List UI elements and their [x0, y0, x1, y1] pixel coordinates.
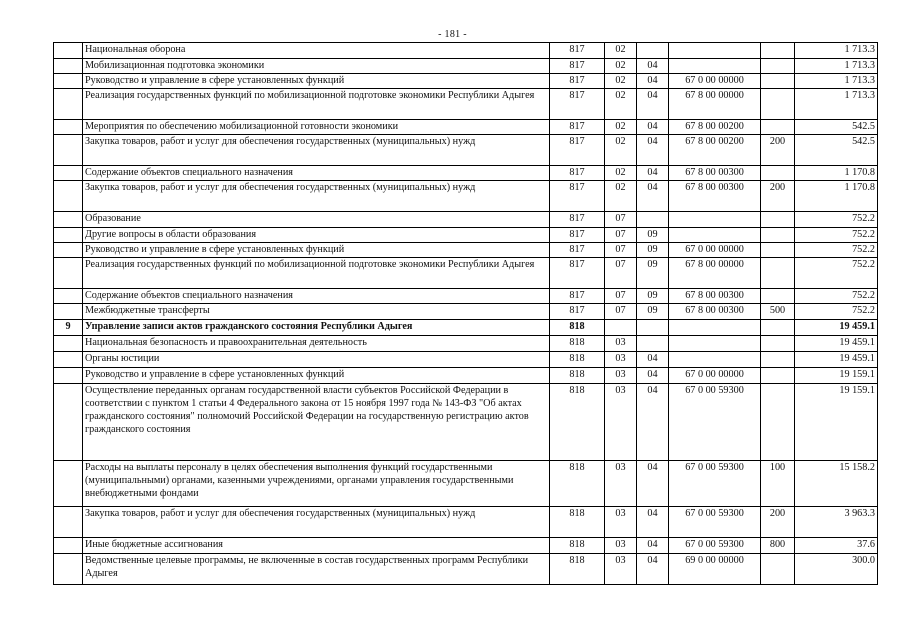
item-name-cell: Руководство и управление в сфере установленных функций: [83, 74, 550, 89]
row-number-cell: [54, 304, 83, 320]
department-code-cell: 817: [550, 166, 605, 181]
section-code-cell: 03: [605, 507, 637, 538]
department-code-cell: 818: [550, 336, 605, 352]
row-number-cell: [54, 74, 83, 89]
expense-type-code-cell: [761, 74, 795, 89]
row-number-cell: [54, 135, 83, 166]
expense-type-code-cell: [761, 212, 795, 228]
section-code-cell: 07: [605, 228, 637, 243]
amount-cell: 1 713.3: [795, 43, 878, 59]
amount-cell: 752.2: [795, 258, 878, 289]
row-number-cell: [54, 181, 83, 212]
section-code-cell: 02: [605, 74, 637, 89]
item-name-cell: Иные бюджетные ассигнования: [83, 538, 550, 554]
department-code-cell: 818: [550, 368, 605, 384]
target-article-code-cell: [669, 212, 761, 228]
item-name-cell: Реализация государственных функций по мобилизационной подготовке экономики Республики Адыгея: [83, 89, 550, 120]
expense-type-code-cell: [761, 43, 795, 59]
row-number-cell: [54, 43, 83, 59]
table-row: [54, 181, 878, 212]
expense-type-code-cell: [761, 59, 795, 74]
expense-type-code-cell: [761, 352, 795, 368]
table-row: [54, 554, 878, 585]
amount-cell: 752.2: [795, 212, 878, 228]
target-article-code-cell: 67 8 00 00200: [669, 120, 761, 135]
section-code-cell: 02: [605, 166, 637, 181]
table-row: [54, 289, 878, 304]
row-number-cell: [54, 59, 83, 74]
section-code-cell: 07: [605, 258, 637, 289]
department-code-cell: 818: [550, 554, 605, 585]
table-row: [54, 320, 878, 336]
amount-cell: 19 159.1: [795, 368, 878, 384]
subsection-code-cell: 04: [637, 135, 669, 166]
target-article-code-cell: 67 8 00 00300: [669, 289, 761, 304]
amount-cell: 19 459.1: [795, 352, 878, 368]
row-number-cell: [54, 228, 83, 243]
subsection-code-cell: [637, 320, 669, 336]
amount-cell: 542.5: [795, 120, 878, 135]
section-code-cell: 03: [605, 554, 637, 585]
row-number-cell: [54, 120, 83, 135]
table-row: [54, 461, 878, 507]
section-code-cell: 03: [605, 368, 637, 384]
table-row: [54, 538, 878, 554]
target-article-code-cell: 67 0 00 00000: [669, 368, 761, 384]
subsection-code-cell: 09: [637, 243, 669, 258]
section-code-cell: 02: [605, 120, 637, 135]
department-code-cell: 817: [550, 59, 605, 74]
expense-type-code-cell: [761, 243, 795, 258]
row-number-cell: 9: [54, 320, 83, 336]
row-number-cell: [54, 289, 83, 304]
target-article-code-cell: [669, 59, 761, 74]
row-number-cell: [54, 243, 83, 258]
subsection-code-cell: 04: [637, 461, 669, 507]
department-code-cell: 818: [550, 461, 605, 507]
section-code-cell: 02: [605, 181, 637, 212]
amount-cell: 19 159.1: [795, 384, 878, 461]
target-article-code-cell: 67 0 00 00000: [669, 243, 761, 258]
table-row: [54, 212, 878, 228]
table-row: [54, 166, 878, 181]
section-code-cell: 07: [605, 243, 637, 258]
target-article-code-cell: 67 0 00 59300: [669, 461, 761, 507]
expense-type-code-cell: 100: [761, 461, 795, 507]
target-article-code-cell: 69 0 00 00000: [669, 554, 761, 585]
row-number-cell: [54, 368, 83, 384]
table-row: [54, 336, 878, 352]
target-article-code-cell: 67 0 00 00000: [669, 74, 761, 89]
target-article-code-cell: 67 8 00 00300: [669, 304, 761, 320]
item-name-cell: Расходы на выплаты персоналу в целях обеспечения выполнения функций государственными (муниципальными) органами, казенными учреждениями, органами управления государственными внебюджетными фондами: [83, 461, 550, 507]
table-row: [54, 258, 878, 289]
item-name-cell: Осуществление переданных органам государственной власти субъектов Российской Федерации в соответствии с пунктом 1 статьи 4 Федерального закона от 15 ноября 1997 года № 143-ФЗ "Об актах гражданского состояния" полномочий Российской Федерации на государственную регистрацию актов гражданского состояния: [83, 384, 550, 461]
amount-cell: 1 713.3: [795, 74, 878, 89]
item-name-cell: Закупка товаров, работ и услуг для обеспечения государственных (муниципальных) нужд: [83, 181, 550, 212]
section-code-cell: 07: [605, 304, 637, 320]
department-code-cell: 817: [550, 258, 605, 289]
subsection-code-cell: 04: [637, 74, 669, 89]
item-name-cell: Межбюджетные трансферты: [83, 304, 550, 320]
section-code-cell: 03: [605, 336, 637, 352]
page-number: - 181 -: [438, 29, 467, 40]
expense-type-code-cell: [761, 258, 795, 289]
item-name-cell: Руководство и управление в сфере установленных функций: [83, 243, 550, 258]
item-name-cell: Закупка товаров, работ и услуг для обеспечения государственных (муниципальных) нужд: [83, 507, 550, 538]
department-code-cell: 818: [550, 352, 605, 368]
amount-cell: 752.2: [795, 228, 878, 243]
amount-cell: 752.2: [795, 304, 878, 320]
row-number-cell: [54, 554, 83, 585]
expense-type-code-cell: 800: [761, 538, 795, 554]
subsection-code-cell: 09: [637, 289, 669, 304]
section-code-cell: 03: [605, 461, 637, 507]
amount-cell: 19 459.1: [795, 320, 878, 336]
expense-type-code-cell: [761, 554, 795, 585]
subsection-code-cell: [637, 43, 669, 59]
target-article-code-cell: 67 0 00 59300: [669, 538, 761, 554]
amount-cell: 19 459.1: [795, 336, 878, 352]
amount-cell: 1 713.3: [795, 59, 878, 74]
section-code-cell: 02: [605, 43, 637, 59]
subsection-code-cell: 04: [637, 507, 669, 538]
amount-cell: 752.2: [795, 289, 878, 304]
expense-type-code-cell: 200: [761, 181, 795, 212]
amount-cell: 1 170.8: [795, 181, 878, 212]
table-row: [54, 384, 878, 461]
table-body: [54, 43, 878, 585]
row-number-cell: [54, 538, 83, 554]
subsection-code-cell: 09: [637, 228, 669, 243]
target-article-code-cell: 67 8 00 00000: [669, 89, 761, 120]
subsection-code-cell: 04: [637, 352, 669, 368]
section-code-cell: [605, 320, 637, 336]
subsection-code-cell: 04: [637, 120, 669, 135]
row-number-cell: [54, 507, 83, 538]
department-code-cell: 817: [550, 304, 605, 320]
expense-type-code-cell: [761, 289, 795, 304]
target-article-code-cell: [669, 228, 761, 243]
table-row: [54, 368, 878, 384]
section-code-cell: 02: [605, 135, 637, 166]
item-name-cell: Мероприятия по обеспечению мобилизационной готовности экономики: [83, 120, 550, 135]
amount-cell: 3 963.3: [795, 507, 878, 538]
subsection-code-cell: 04: [637, 368, 669, 384]
subsection-code-cell: 04: [637, 181, 669, 212]
row-number-cell: [54, 166, 83, 181]
expense-type-code-cell: 200: [761, 135, 795, 166]
subsection-code-cell: 04: [637, 384, 669, 461]
department-code-cell: 818: [550, 538, 605, 554]
row-number-cell: [54, 212, 83, 228]
expense-type-code-cell: [761, 228, 795, 243]
department-code-cell: 817: [550, 228, 605, 243]
department-code-cell: 818: [550, 384, 605, 461]
row-number-cell: [54, 89, 83, 120]
table-row: [54, 304, 878, 320]
amount-cell: 300.0: [795, 554, 878, 585]
expense-type-code-cell: [761, 166, 795, 181]
amount-cell: 542.5: [795, 135, 878, 166]
item-name-cell: Управление записи актов гражданского состояния Республики Адыгея: [83, 320, 550, 336]
row-number-cell: [54, 352, 83, 368]
expense-type-code-cell: [761, 368, 795, 384]
table-row: [54, 120, 878, 135]
section-code-cell: 07: [605, 289, 637, 304]
amount-cell: 15 158.2: [795, 461, 878, 507]
table-row: [54, 507, 878, 538]
item-name-cell: Другие вопросы в области образования: [83, 228, 550, 243]
subsection-code-cell: 09: [637, 304, 669, 320]
row-number-cell: [54, 384, 83, 461]
department-code-cell: 818: [550, 320, 605, 336]
department-code-cell: 817: [550, 74, 605, 89]
subsection-code-cell: 04: [637, 554, 669, 585]
expense-type-code-cell: 500: [761, 304, 795, 320]
item-name-cell: Содержание объектов специального назначения: [83, 166, 550, 181]
subsection-code-cell: [637, 336, 669, 352]
item-name-cell: Национальная безопасность и правоохранительная деятельность: [83, 336, 550, 352]
department-code-cell: 817: [550, 89, 605, 120]
row-number-cell: [54, 258, 83, 289]
amount-cell: 1 713.3: [795, 89, 878, 120]
item-name-cell: Органы юстиции: [83, 352, 550, 368]
target-article-code-cell: [669, 43, 761, 59]
department-code-cell: 818: [550, 507, 605, 538]
subsection-code-cell: 09: [637, 258, 669, 289]
section-code-cell: 03: [605, 384, 637, 461]
item-name-cell: Ведомственные целевые программы, не включенные в состав государственных программ Республики Адыгея: [83, 554, 550, 585]
subsection-code-cell: 04: [637, 89, 669, 120]
item-name-cell: Национальная оборона: [83, 43, 550, 59]
expense-type-code-cell: [761, 120, 795, 135]
subsection-code-cell: [637, 212, 669, 228]
row-number-cell: [54, 461, 83, 507]
item-name-cell: Руководство и управление в сфере установленных функций: [83, 368, 550, 384]
target-article-code-cell: 67 8 00 00300: [669, 166, 761, 181]
item-name-cell: Содержание объектов специального назначения: [83, 289, 550, 304]
target-article-code-cell: [669, 336, 761, 352]
target-article-code-cell: 67 0 00 59300: [669, 507, 761, 538]
section-code-cell: 02: [605, 89, 637, 120]
budget-table: [53, 42, 878, 585]
expense-type-code-cell: [761, 384, 795, 461]
department-code-cell: 817: [550, 120, 605, 135]
table-row: [54, 352, 878, 368]
amount-cell: 37.6: [795, 538, 878, 554]
expense-type-code-cell: [761, 89, 795, 120]
section-code-cell: 02: [605, 59, 637, 74]
item-name-cell: Образование: [83, 212, 550, 228]
amount-cell: 752.2: [795, 243, 878, 258]
table-row: [54, 243, 878, 258]
target-article-code-cell: 67 0 00 59300: [669, 384, 761, 461]
target-article-code-cell: 67 8 00 00200: [669, 135, 761, 166]
department-code-cell: 817: [550, 135, 605, 166]
expense-type-code-cell: 200: [761, 507, 795, 538]
subsection-code-cell: 04: [637, 538, 669, 554]
table-row: [54, 43, 878, 59]
department-code-cell: 817: [550, 212, 605, 228]
amount-cell: 1 170.8: [795, 166, 878, 181]
item-name-cell: Закупка товаров, работ и услуг для обеспечения государственных (муниципальных) нужд: [83, 135, 550, 166]
target-article-code-cell: [669, 320, 761, 336]
department-code-cell: 817: [550, 181, 605, 212]
table-row: [54, 228, 878, 243]
target-article-code-cell: [669, 352, 761, 368]
subsection-code-cell: 04: [637, 59, 669, 74]
target-article-code-cell: 67 8 00 00000: [669, 258, 761, 289]
department-code-cell: 817: [550, 289, 605, 304]
table-row: [54, 135, 878, 166]
target-article-code-cell: 67 8 00 00300: [669, 181, 761, 212]
section-code-cell: 03: [605, 538, 637, 554]
department-code-cell: 817: [550, 43, 605, 59]
item-name-cell: Реализация государственных функций по мобилизационной подготовке экономики Республики Адыгея: [83, 258, 550, 289]
section-code-cell: 03: [605, 352, 637, 368]
table-row: [54, 59, 878, 74]
department-code-cell: 817: [550, 243, 605, 258]
expense-type-code-cell: [761, 336, 795, 352]
section-code-cell: 07: [605, 212, 637, 228]
table-row: [54, 89, 878, 120]
expense-type-code-cell: [761, 320, 795, 336]
table-row: [54, 74, 878, 89]
subsection-code-cell: 04: [637, 166, 669, 181]
row-number-cell: [54, 336, 83, 352]
item-name-cell: Мобилизационная подготовка экономики: [83, 59, 550, 74]
